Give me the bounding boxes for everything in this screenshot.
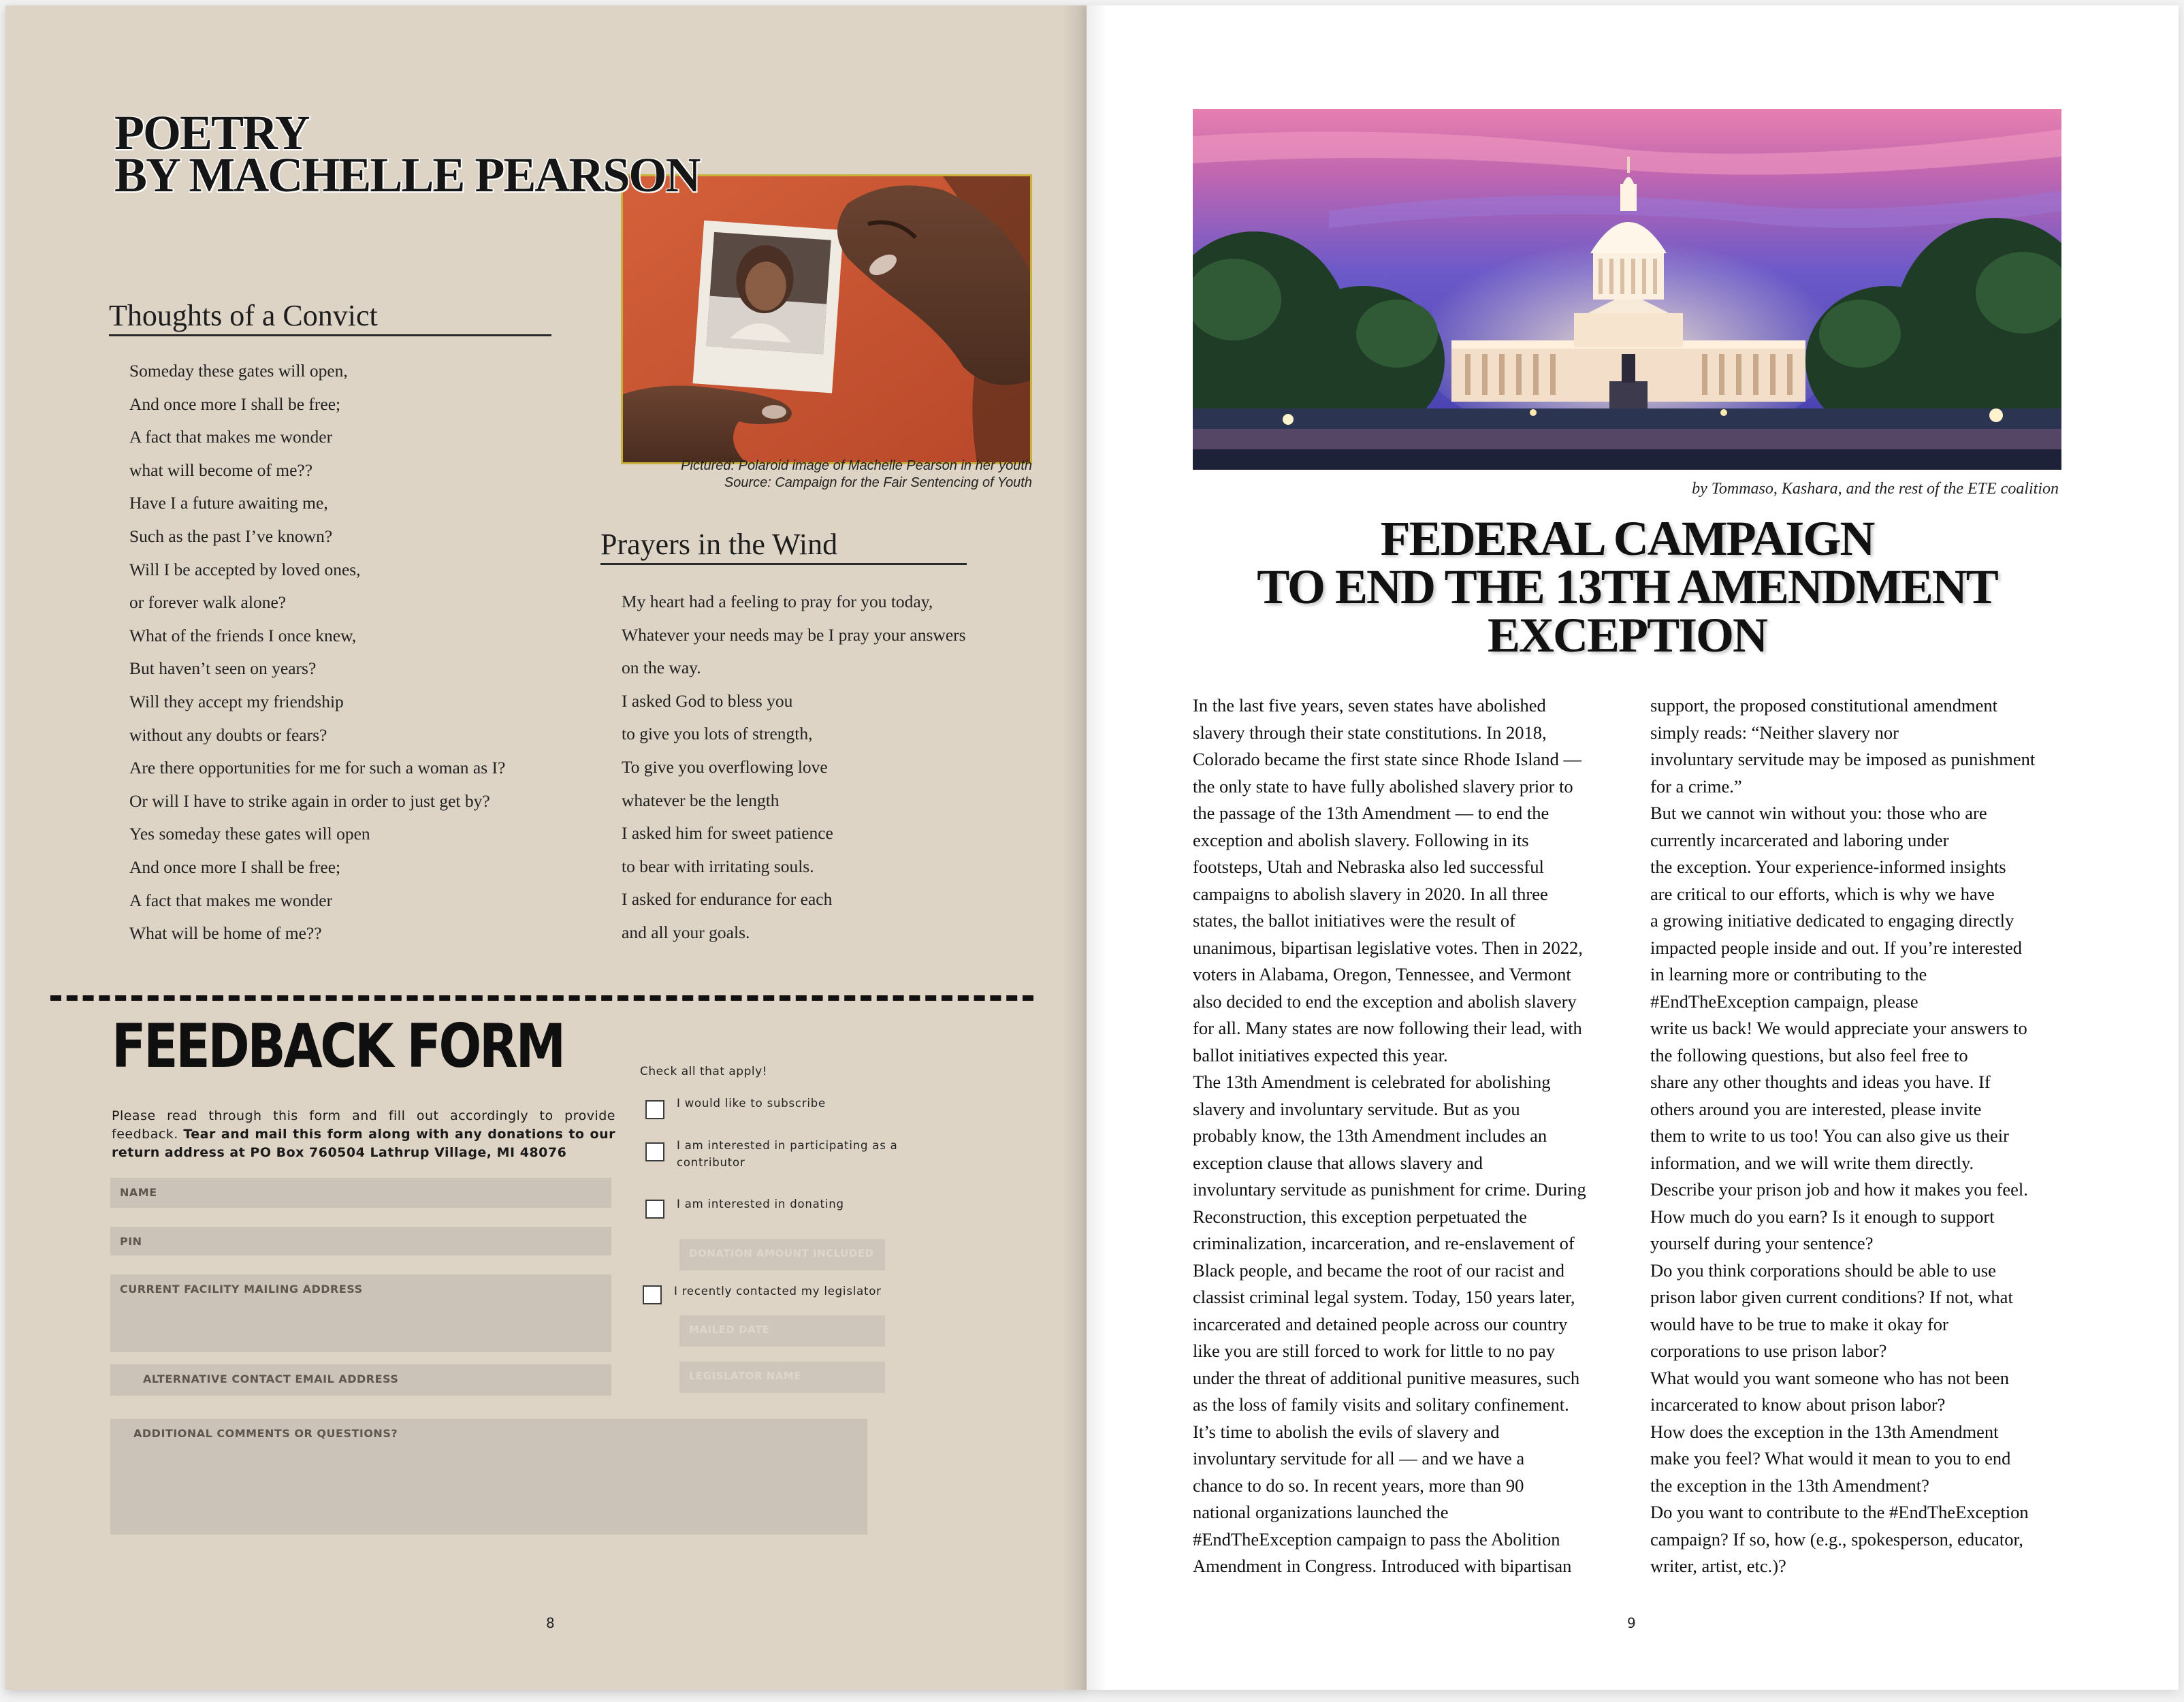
legislator-name-field[interactable] [679, 1362, 885, 1393]
mailing-address-field[interactable] [110, 1274, 611, 1352]
poem-line: But haven’t seen on years? [129, 658, 317, 679]
photo-caption [556, 457, 1032, 492]
poem-line: Yes someday these gates will open [129, 824, 370, 844]
article-line: classist criminal legal system. Today, 150 years later, [1193, 1287, 1575, 1307]
article-line: involuntary servitude for all — and we have a [1193, 1448, 1525, 1468]
comments-field[interactable] [110, 1419, 867, 1535]
article-line: chance to do so. In recent years, more than 90 [1193, 1475, 1524, 1496]
poem-line: What will be home of me?? [129, 923, 322, 944]
article-line: a growing initiative dedicated to engaging directly [1650, 910, 2014, 931]
poetry-title-line2: BY MACHELLE PEARSON [114, 148, 700, 202]
poem-line: on the way. [622, 658, 701, 678]
photo-caption-line1: Pictured: Polaroid image of Machelle Pearson in her youth [681, 458, 1032, 473]
name-field-label: NAME [120, 1186, 157, 1199]
poem-line: or forever walk alone? [129, 592, 287, 613]
article-line: exception clause that allows slavery and [1193, 1152, 1483, 1173]
article-line: campaigns to abolish slavery in 2020. In all three [1193, 883, 1548, 904]
article-line: probably know, the 13th Amendment includes an [1193, 1125, 1547, 1146]
article-line: make you feel? What would it mean to you to end [1650, 1448, 2011, 1468]
article-line: The 13th Amendment is celebrated for abolishing [1193, 1072, 1551, 1092]
article-line: yourself during your sentence? [1650, 1233, 1874, 1253]
article-line: others around you are interested, please invite [1650, 1098, 1982, 1119]
feedback-intro-mail-instructions: Tear and mail this form along with any donations to our return address at PO Box 760504 Lathrup Village, MI 48076 [112, 1127, 615, 1160]
contributor-option[interactable] [645, 1137, 912, 1171]
poem-line: to bear with irritating souls. [622, 856, 814, 876]
article-line: Do you think corporations should be able to use [1650, 1259, 1996, 1281]
poem-line: Or will I have to strike again in order to just get by? [129, 790, 490, 811]
poem-line: My heart had a feeling to pray for you today, [622, 592, 933, 611]
contributor-checkbox[interactable] [645, 1142, 664, 1161]
donating-option[interactable] [645, 1195, 844, 1219]
name-field[interactable] [110, 1178, 611, 1208]
article-line: incarcerated to know about prison labor? [1650, 1394, 1946, 1415]
left-page-poetry [5, 5, 1087, 1690]
article-column-1 [1193, 692, 1586, 1580]
article-line: share any other thoughts and ideas you have. If [1650, 1072, 1991, 1092]
donating-label: I am interested in donating [677, 1198, 844, 1210]
donating-checkbox[interactable] [645, 1200, 664, 1219]
feedback-form-title: FEEDBACK FORM [112, 1011, 564, 1081]
article-line: them to write to us too! You can also give us their [1650, 1125, 2009, 1146]
article-title-line3: EXCEPTION [1487, 608, 1767, 662]
poem-line: without any doubts or fears? [129, 724, 327, 745]
poem-line: And once more I shall be free; [129, 856, 341, 877]
page-number-right: 9 [1627, 1615, 1636, 1631]
email-field[interactable] [110, 1364, 611, 1396]
poem-line: A fact that makes me wonder [129, 427, 333, 447]
subscribe-label: I would like to subscribe [677, 1097, 826, 1110]
poem2-lines [622, 585, 966, 950]
article-line: exception and abolish slavery. Following in its [1193, 829, 1529, 850]
mailed-date-field-label: MAILED DATE [689, 1323, 770, 1336]
article-line: Do you want to contribute to the #EndTheException [1650, 1502, 2029, 1522]
article-line: How does the exception in the 13th Amendment [1650, 1421, 1999, 1442]
poem-line: whatever be the length [622, 790, 780, 810]
subscribe-option[interactable] [645, 1095, 826, 1119]
article-line: under the threat of additional punitive measures, such [1193, 1367, 1580, 1388]
article-line: slavery through their state constitutions. In 2018, [1193, 722, 1547, 743]
article-line: national organizations launched the [1193, 1502, 1449, 1522]
poem-line: I asked him for sweet patience [622, 823, 833, 844]
poem-line: Will they accept my friendship [129, 691, 344, 711]
poem1-title: Thoughts of a Convict [109, 298, 551, 336]
article-byline: by Tommaso, Kashara, and the rest of the ETE coalition [1692, 480, 2059, 498]
article-line: as the loss of family visits and solitary confinement. [1193, 1394, 1569, 1415]
poem-line: Whatever your needs may be I pray your answers [622, 624, 966, 645]
polaroid-photo [621, 174, 1032, 464]
article-line: are critical to our efforts, which is why we have [1650, 883, 1995, 904]
poem-line: and all your goals. [622, 922, 750, 942]
poem-line: I asked for endurance for each [622, 889, 833, 910]
article-line: information, and we will write them directly. [1650, 1152, 1974, 1173]
article-line: Colorado became the first state since Rhode Island — [1193, 749, 1582, 769]
donation-amount-field[interactable] [679, 1239, 885, 1270]
poem-line: What of the friends I once knew, [129, 625, 357, 645]
poetry-title [114, 106, 700, 202]
poem-line: Someday these gates will open, [129, 361, 348, 381]
article-line: impacted people inside and out. If you’re interested [1650, 937, 2023, 958]
page-number-left: 8 [546, 1615, 555, 1631]
poem-line: Will I be accepted by loved ones, [129, 559, 361, 579]
article-title [1193, 511, 2061, 662]
poem-line: And once more I shall be free; [129, 394, 341, 414]
article-line: would have to be true to make it okay for [1650, 1313, 1948, 1334]
article-line: incarcerated and detained people across our country [1193, 1313, 1568, 1334]
article-line: states, the ballot initiatives were the result of [1193, 910, 1515, 931]
article-line: corporations to use prison labor? [1650, 1340, 1887, 1361]
feedback-intro-text: Please read through this form and fill out accordingly to provide feedback. [112, 1108, 615, 1142]
poem-line: to give you lots of strength, [622, 724, 813, 744]
article-line: for all. Many states are now following their lead, with [1193, 1018, 1582, 1038]
article-line: the exception in the 13th Amendment? [1650, 1475, 1929, 1496]
poem-line: I asked God to bless you [622, 690, 793, 711]
poem-line: what will become of me?? [129, 460, 313, 480]
article-line: unanimous, bipartisan legislative votes. Then in 2022, [1193, 937, 1583, 958]
article-line: slavery and involuntary servitude. But as you [1193, 1098, 1520, 1119]
article-line: for a crime.” [1650, 775, 1742, 797]
article-line: write us back! We would appreciate your answers to [1650, 1018, 2027, 1038]
article-line: In the last five years, seven states have abolished [1193, 695, 1546, 716]
article-line: also decided to end the exception and abolish slavery [1193, 991, 1577, 1012]
poetry-title-line1: POETRY [114, 106, 309, 160]
article-line: criminalization, incarceration, and re-enslavement of [1193, 1233, 1575, 1253]
article-line: ballot initiatives expected this year. [1193, 1044, 1448, 1065]
article-line: Amendment in Congress. Introduced with bipartisan [1193, 1556, 1572, 1576]
article-column-2 [1650, 692, 2035, 1580]
article-line: Reconstruction, this exception perpetuated the [1193, 1206, 1527, 1227]
article-line: It’s time to abolish the evils of slavery and [1193, 1421, 1500, 1442]
feedback-intro [112, 1107, 615, 1162]
article-line: footsteps, Utah and Nebraska also led successful [1193, 856, 1544, 877]
comments-field-label: ADDITIONAL COMMENTS OR QUESTIONS? [133, 1427, 398, 1440]
poem-line: A fact that makes me wonder [129, 890, 333, 910]
capitol-photo-illustration [1193, 109, 2061, 470]
article-line: #EndTheException campaign to pass the Abolition [1193, 1528, 1560, 1550]
poem-line: Such as the past I’ve known? [129, 526, 333, 546]
article-title-line1: FEDERAL CAMPAIGN [1380, 511, 1874, 566]
right-page-article [1087, 5, 2179, 1690]
poem-line: Have I a future awaiting me, [129, 493, 328, 513]
article-line: voters in Alabama, Oregon, Tennessee, and Vermont [1193, 964, 1571, 984]
capitol-photo [1193, 109, 2061, 470]
article-line: the passage of the 13th Amendment — to end the [1193, 803, 1549, 823]
donation-amount-field-label: DONATION AMOUNT INCLUDED [689, 1247, 874, 1259]
photo-caption-line2: Source: Campaign for the Fair Sentencing of Youth [724, 475, 1032, 490]
check-all-label: Check all that apply! [640, 1065, 767, 1078]
legislator-label: I recently contacted my legislator [674, 1285, 882, 1298]
article-line: the following questions, but also feel free to [1650, 1044, 1968, 1065]
article-line: currently incarcerated and laboring under [1650, 829, 1949, 850]
legislator-checkbox[interactable] [643, 1285, 662, 1304]
article-line: like you are still forced to work for little to no pay [1193, 1340, 1556, 1361]
article-line: prison labor given current conditions? If not, what [1650, 1287, 2013, 1307]
subscribe-checkbox[interactable] [645, 1100, 664, 1119]
article-line: campaign? If so, how (e.g., spokesperson, educator, [1650, 1528, 2023, 1550]
legislator-name-field-label: LEGISLATOR NAME [689, 1370, 802, 1382]
email-field-label: ALTERNATIVE CONTACT EMAIL ADDRESS [143, 1372, 399, 1385]
article-line: writer, artist, etc.)? [1650, 1556, 1786, 1576]
legislator-option[interactable] [643, 1283, 882, 1304]
pin-field[interactable] [110, 1227, 611, 1255]
mailing-address-field-label: CURRENT FACILITY MAILING ADDRESS [120, 1283, 363, 1296]
article-title-line2: TO END THE 13TH AMENDMENT [1257, 560, 1997, 614]
poem-line: Are there opportunities for me for such a woman as I? [129, 758, 506, 778]
article-line: Describe your prison job and how it makes you feel. [1650, 1179, 2028, 1200]
article-line: Black people, and became the root of our racist and [1193, 1259, 1564, 1281]
contributor-label: I am interested in participating as a contributor [677, 1139, 898, 1169]
article-line: support, the proposed constitutional amendment [1650, 695, 1998, 716]
tear-line-divider [50, 995, 1033, 1001]
article-line: the exception. Your experience-informed insights [1650, 856, 2006, 877]
mailed-date-field[interactable] [679, 1315, 885, 1347]
poem1-lines [129, 355, 505, 950]
poem-line: To give you overflowing love [622, 756, 828, 777]
article-line: #EndTheException campaign, please [1650, 991, 1918, 1012]
poem2-title: Prayers in the Wind [600, 527, 967, 565]
article-line: involuntary servitude may be imposed as punishment [1650, 749, 2036, 769]
polaroid-photo-illustration [623, 176, 1030, 462]
article-line: simply reads: “Neither slavery nor [1650, 722, 1899, 743]
article-line: the only state to have fully abolished slavery prior to [1193, 775, 1573, 797]
article-line: involuntary servitude as punishment for crime. During [1193, 1179, 1586, 1200]
article-line: What would you want someone who has not been [1650, 1367, 2009, 1388]
article-line: How much do you earn? Is it enough to support [1650, 1206, 1995, 1227]
article-line: But we cannot win without you: those who are [1650, 803, 1987, 823]
article-line: in learning more or contributing to the [1650, 964, 1927, 984]
pin-field-label: PIN [120, 1235, 142, 1248]
